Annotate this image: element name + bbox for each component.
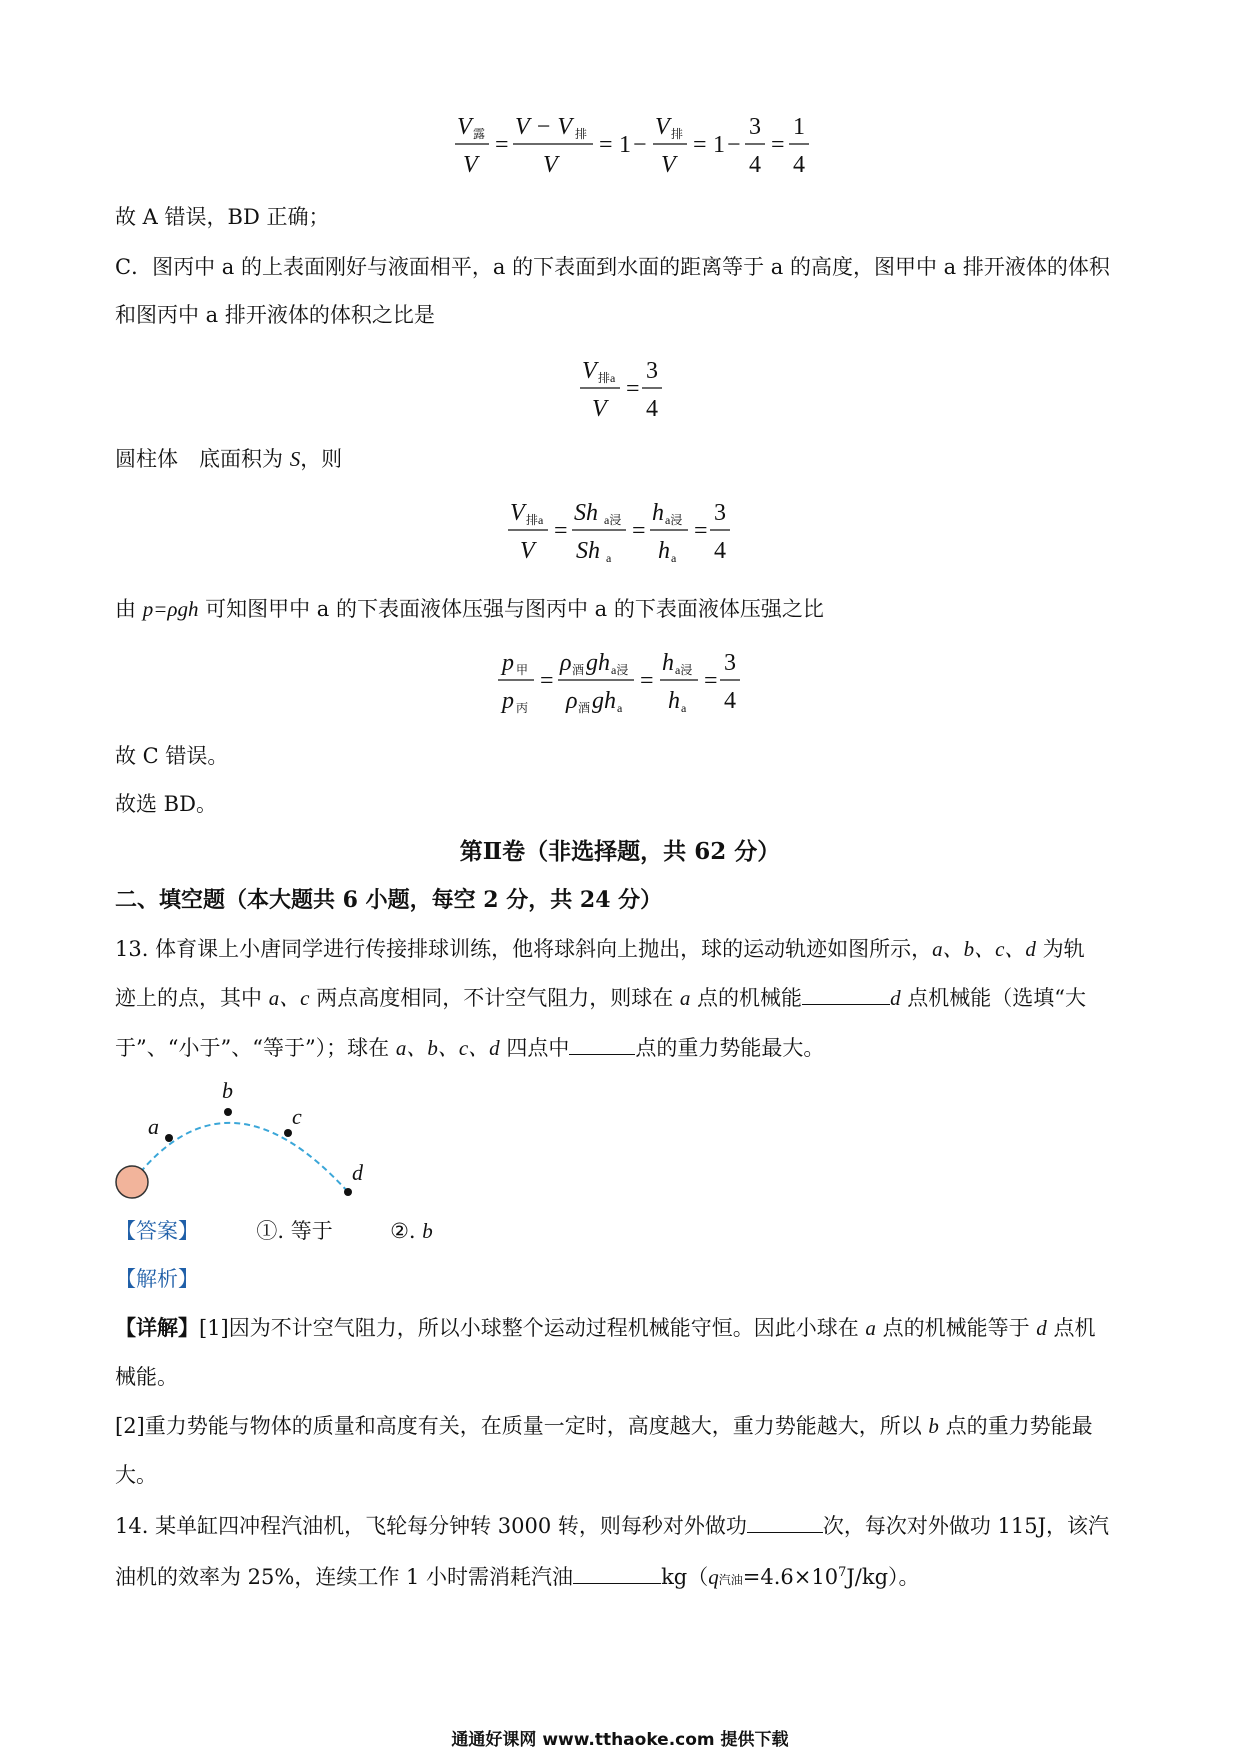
point-a [165, 1134, 173, 1142]
svg-text:4: 4 [646, 396, 658, 422]
svg-text:=: = [693, 132, 707, 158]
f1-den3: V [661, 152, 676, 178]
svg-text:排a: 排a [598, 371, 616, 385]
formula-volume-ratio [455, 108, 815, 184]
svg-text:V: V [592, 396, 607, 422]
svg-text:=: = [626, 376, 640, 402]
svg-text:Sh: Sh [574, 500, 598, 526]
q13-line-3: 于”、“小于”、“等于”）；球在 a、b、c、d 四点中 点的重力势能最大。 [115, 1032, 824, 1063]
point-d [344, 1188, 352, 1196]
f1-one: 1 [619, 132, 631, 158]
svg-text:a: a [606, 551, 612, 565]
text-line-6: 故 C 错误。 [115, 744, 229, 768]
f1-four-b: 4 [793, 152, 805, 178]
svg-text:=: = [694, 518, 708, 544]
f1-four: 4 [749, 152, 761, 178]
svg-text:h: h [658, 538, 670, 564]
q14-line-1: 14. 某单缸四冲程汽油机，飞轮每分钟转 3000 转，则每秒对外做功 次，每次对外做功 115J，该汽 [115, 1510, 1109, 1541]
trajectory-path [134, 1123, 348, 1192]
svg-text:g: g [592, 688, 604, 714]
svg-text:V: V [520, 538, 535, 564]
formula-displaced-ratio [580, 352, 680, 428]
svg-text:3: 3 [724, 650, 736, 676]
text-line-7: 故选 BD。 [115, 792, 217, 816]
label-c: c [292, 1104, 302, 1129]
svg-text:酒: 酒 [572, 663, 585, 677]
svg-text:酒: 酒 [578, 701, 591, 715]
label-b: b [222, 1078, 233, 1103]
svg-text:a浸: a浸 [665, 513, 683, 527]
point-b [224, 1108, 232, 1116]
q14-blank-2 [573, 1561, 661, 1584]
label-a: a [148, 1114, 159, 1139]
answer-line: 【答案】 ①. 等于 ②. b [115, 1219, 433, 1243]
svg-text:排a: 排a [526, 513, 544, 527]
text-line-2: C．图丙中 a 的上表面刚好与液面相平，a 的下表面到水面的距离等于 a 的高度，图甲中 a 排开液体的体积 [115, 255, 1110, 279]
svg-text:3: 3 [714, 500, 726, 526]
text-line-3: 和图丙中 a 排开液体的体积之比是 [115, 303, 435, 327]
answer-1: ①. 等于 [256, 1219, 333, 1243]
ball [116, 1166, 148, 1198]
section-title: 第Ⅱ卷（非选择题，共 62 分） [459, 838, 781, 865]
q14-line-2: 油机的效率为 25%，连续工作 1 小时需消耗汽油 kg（q汽油$=4.6\times 10^7J/kg$）。 [115, 1558, 920, 1595]
f1-den-v: V [463, 152, 478, 178]
svg-text:4: 4 [714, 538, 726, 564]
svg-text:甲: 甲 [516, 663, 529, 677]
f1-three: 3 [749, 114, 761, 140]
detail-line-4: 大。 [115, 1463, 157, 1487]
f1-num3-sub: 排 [671, 127, 684, 141]
svg-text:=: = [599, 132, 613, 158]
detail-line-1: 【详解】[1]因为不计空气阻力，所以小球整个运动过程机械能守恒。因此小球在 a 点的机械能等于 d 点机 [115, 1315, 1096, 1340]
q14-blank-1 [747, 1510, 823, 1533]
formula-pressure-ratio [498, 644, 758, 720]
part-title: 二、填空题（本大题共 6 小题，每空 2 分，共 24 分） [115, 887, 663, 913]
answer-2: ②. [390, 1219, 423, 1243]
svg-text:3: 3 [646, 358, 658, 384]
svg-text:h: h [652, 500, 664, 526]
svg-text:V: V [582, 358, 597, 384]
f1-num2: V − V [515, 114, 573, 140]
analysis-label: 【解析】 [115, 1267, 199, 1291]
svg-text:h: h [604, 688, 616, 714]
svg-text:=: = [554, 518, 568, 544]
f1-one-b: 1 [713, 132, 725, 158]
point-c [284, 1129, 292, 1137]
svg-text:=: = [540, 668, 554, 694]
f1-num-v: V [457, 114, 472, 140]
q13-blank-1 [802, 982, 890, 1005]
page-footer: 通通好课网 www.tthaoke.com 提供下载 [451, 1730, 789, 1750]
svg-text:=: = [771, 132, 785, 158]
svg-text:丙: 丙 [516, 701, 529, 715]
svg-text:a浸: a浸 [604, 513, 622, 527]
svg-text:h: h [598, 650, 610, 676]
label-d: d [352, 1160, 363, 1185]
svg-text:a: a [671, 551, 677, 565]
svg-text:ρ: ρ [566, 688, 578, 714]
q13-line-1: 13. 体育课上小唐同学进行传接排球训练，他将球斜向上抛出，球的运动轨迹如图所示，a、b、c、d 为轨 [115, 937, 1085, 961]
answer-label: 【答案】 [115, 1219, 199, 1243]
svg-text:a浸: a浸 [611, 663, 629, 677]
detail-line-3: [2]重力势能与物体的质量和高度有关，在质量一定时，高度越大，重力势能越大，所以 b 点的重力势能最 [115, 1414, 1093, 1438]
svg-text:a: a [617, 701, 623, 715]
svg-text:4: 4 [724, 688, 736, 714]
text-line-1: 故 A 错误，BD 正确； [115, 205, 330, 229]
svg-text:1: 1 [793, 114, 805, 140]
svg-text:h: h [668, 688, 680, 714]
svg-text:=: = [704, 668, 718, 694]
f1-den2: V [543, 152, 558, 178]
detail-line-2: 械能。 [115, 1365, 178, 1389]
formula-height-ratio [508, 494, 738, 570]
text-line-5: 由 p=ρgh 可知图甲中 a 的下表面液体压强与图丙中 a 的下表面液体压强之比 [115, 597, 824, 621]
q13-blank-2 [569, 1032, 635, 1055]
svg-text:p: p [502, 688, 514, 714]
f1-num-sub: 露 [473, 127, 486, 141]
svg-text:h: h [662, 650, 674, 676]
svg-text:=: = [495, 132, 509, 158]
f1-num3: V [655, 114, 670, 140]
text-line-4: 圆柱体 底面积为 S，则 [115, 447, 343, 471]
svg-text:Sh: Sh [576, 538, 600, 564]
svg-text:g: g [586, 650, 598, 676]
trajectory-diagram [108, 1070, 388, 1214]
svg-text:=: = [632, 518, 646, 544]
q13-line-2: 迹上的点，其中 a、c 两点高度相同，不计空气阻力，则球在 a 点的机械能 d 点机械能（选填“大 [115, 982, 1086, 1013]
svg-text:ρ: ρ [560, 650, 572, 676]
svg-text:−: − [633, 132, 647, 158]
svg-text:p: p [502, 650, 514, 676]
svg-text:=: = [640, 668, 654, 694]
svg-text:−: − [727, 132, 741, 158]
svg-text:V: V [510, 500, 525, 526]
svg-text:a: a [681, 701, 687, 715]
svg-text:a浸: a浸 [675, 663, 693, 677]
f1-num2-sub: 排 [575, 127, 588, 141]
